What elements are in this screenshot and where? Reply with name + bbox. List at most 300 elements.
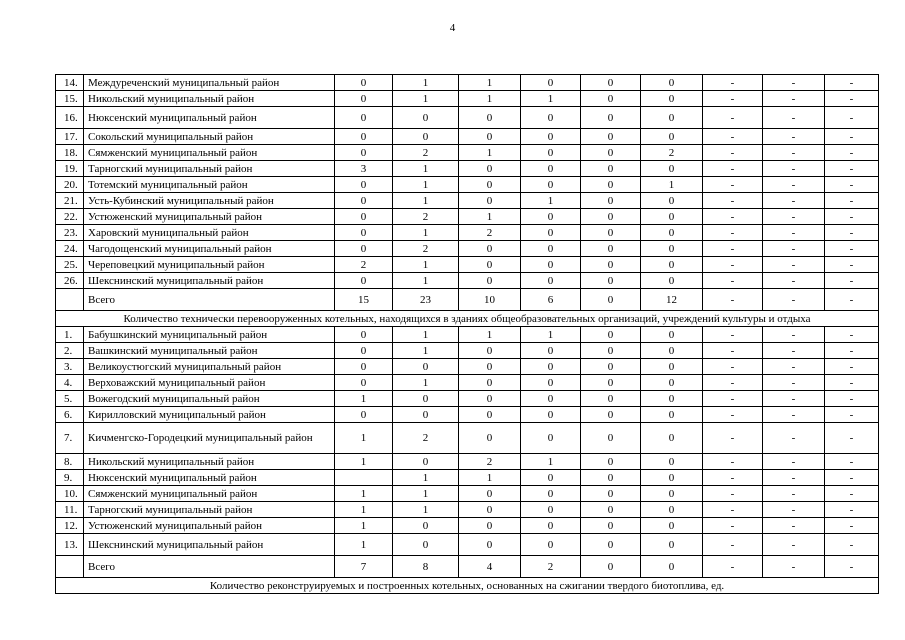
value-cell: 0: [335, 375, 393, 391]
district-name: Нюксенский муниципальный район: [84, 470, 335, 486]
boilers-table: [55, 74, 879, 594]
value-cell: 0: [581, 107, 641, 129]
value-cell: -: [825, 225, 879, 241]
value-cell: 1: [393, 225, 459, 241]
district-name: Вожегодский муниципальный район: [84, 391, 335, 407]
value-cell: 1: [335, 454, 393, 470]
value-cell: 0: [641, 327, 703, 343]
value-cell: 0: [581, 75, 641, 91]
value-cell: -: [703, 359, 763, 375]
value-cell: 0: [641, 423, 703, 454]
section3-title: Количество реконструируемых и построенных котельных, основанных на сжигании твердого биотоплива, ед.: [56, 578, 879, 594]
value-cell: -: [703, 75, 763, 91]
value-cell: -: [703, 502, 763, 518]
row-number: 8.: [56, 454, 84, 470]
value-cell: 0: [459, 407, 521, 423]
district-name: Тарногский муниципальный район: [84, 161, 335, 177]
value-cell: -: [825, 502, 879, 518]
table-row: [56, 75, 879, 91]
value-cell: -: [763, 91, 825, 107]
value-cell: -: [703, 145, 763, 161]
value-cell: 1: [393, 343, 459, 359]
value-cell: -: [825, 518, 879, 534]
value-cell: 0: [641, 470, 703, 486]
value-cell: 0: [459, 486, 521, 502]
row-number: 21.: [56, 193, 84, 209]
value-cell: -: [763, 241, 825, 257]
value-cell: 1: [335, 502, 393, 518]
value-cell: 1: [393, 193, 459, 209]
value-cell: 0: [459, 534, 521, 556]
value-cell: 1: [521, 454, 581, 470]
value-cell: -: [825, 193, 879, 209]
section-header-row: [56, 311, 879, 327]
district-name: Устюженский муниципальный район: [84, 518, 335, 534]
table-row: [56, 518, 879, 534]
value-cell: 1: [393, 177, 459, 193]
value-cell: 0: [641, 257, 703, 273]
value-cell: 0: [459, 343, 521, 359]
value-cell: -: [703, 273, 763, 289]
value-cell: 1: [459, 145, 521, 161]
value-cell: -: [825, 177, 879, 193]
value-cell: 0: [521, 107, 581, 129]
value-cell: 0: [641, 486, 703, 502]
value-cell: 0: [641, 193, 703, 209]
table-row: [56, 454, 879, 470]
value-cell: -: [825, 75, 879, 91]
value-cell: 1: [521, 193, 581, 209]
row-number: 6.: [56, 407, 84, 423]
value-cell: 1: [393, 486, 459, 502]
value-cell: -: [763, 391, 825, 407]
value-cell: 1: [393, 327, 459, 343]
value-cell: 0: [521, 391, 581, 407]
value-cell: 1: [393, 257, 459, 273]
value-cell: -: [703, 129, 763, 145]
district-name: Тарногский муниципальный район: [84, 502, 335, 518]
total-value-cell: -: [763, 556, 825, 578]
row-number: 24.: [56, 241, 84, 257]
value-cell: 0: [581, 423, 641, 454]
table-row: [56, 273, 879, 289]
value-cell: -: [703, 407, 763, 423]
value-cell: -: [703, 225, 763, 241]
row-number: 25.: [56, 257, 84, 273]
value-cell: -: [703, 470, 763, 486]
table-row: [56, 407, 879, 423]
row-number: 23.: [56, 225, 84, 241]
value-cell: -: [825, 161, 879, 177]
row-number: 26.: [56, 273, 84, 289]
value-cell: 0: [459, 502, 521, 518]
value-cell: 0: [581, 145, 641, 161]
value-cell: 0: [459, 423, 521, 454]
value-cell: 0: [521, 241, 581, 257]
total-value-cell: 23: [393, 289, 459, 311]
total-value-cell: 4: [459, 556, 521, 578]
value-cell: -: [703, 375, 763, 391]
table-row: [56, 391, 879, 407]
value-cell: 0: [459, 257, 521, 273]
total-value-cell: -: [703, 556, 763, 578]
value-cell: 0: [335, 407, 393, 423]
value-cell: 0: [641, 534, 703, 556]
value-cell: 0: [521, 257, 581, 273]
row-number: 9.: [56, 470, 84, 486]
district-name: Кирилловский муниципальный район: [84, 407, 335, 423]
table-row: [56, 359, 879, 375]
value-cell: -: [825, 343, 879, 359]
value-cell: -: [703, 454, 763, 470]
table-row: [56, 375, 879, 391]
value-cell: 0: [521, 129, 581, 145]
value-cell: 0: [393, 129, 459, 145]
value-cell: 0: [581, 257, 641, 273]
value-cell: 0: [459, 241, 521, 257]
row-number: 16.: [56, 107, 84, 129]
value-cell: -: [703, 534, 763, 556]
value-cell: -: [763, 129, 825, 145]
value-cell: 2: [641, 145, 703, 161]
empty-cell: [56, 556, 84, 578]
value-cell: 0: [581, 129, 641, 145]
value-cell: -: [825, 273, 879, 289]
district-name: Чагодощенский муниципальный район: [84, 241, 335, 257]
value-cell: 1: [393, 91, 459, 107]
value-cell: 0: [581, 359, 641, 375]
block1-rows: [56, 75, 879, 311]
value-cell: -: [703, 257, 763, 273]
value-cell: 0: [459, 375, 521, 391]
value-cell: 0: [459, 359, 521, 375]
value-cell: 0: [641, 225, 703, 241]
total-value-cell: 6: [521, 289, 581, 311]
total-row: [56, 289, 879, 311]
value-cell: 0: [521, 177, 581, 193]
value-cell: 0: [335, 177, 393, 193]
value-cell: -: [703, 91, 763, 107]
value-cell: 0: [459, 129, 521, 145]
value-cell: -: [763, 423, 825, 454]
value-cell: 0: [521, 343, 581, 359]
value-cell: 2: [393, 209, 459, 225]
district-name: Бабушкинский муниципальный район: [84, 327, 335, 343]
district-name: Сямженский муниципальный район: [84, 486, 335, 502]
value-cell: 0: [459, 161, 521, 177]
value-cell: 1: [393, 273, 459, 289]
value-cell: 0: [641, 391, 703, 407]
value-cell: 0: [641, 502, 703, 518]
value-cell: 1: [393, 161, 459, 177]
value-cell: 1: [393, 375, 459, 391]
row-number: 12.: [56, 518, 84, 534]
value-cell: 0: [581, 518, 641, 534]
value-cell: 1: [521, 91, 581, 107]
value-cell: -: [763, 225, 825, 241]
table-row: [56, 161, 879, 177]
value-cell: 1: [335, 534, 393, 556]
value-cell: 0: [335, 145, 393, 161]
district-name: Сямженский муниципальный район: [84, 145, 335, 161]
value-cell: 0: [581, 470, 641, 486]
table-row: [56, 145, 879, 161]
value-cell: -: [825, 391, 879, 407]
value-cell: -: [763, 161, 825, 177]
value-cell: -: [763, 486, 825, 502]
value-cell: -: [763, 193, 825, 209]
value-cell: 0: [521, 486, 581, 502]
row-number: 18.: [56, 145, 84, 161]
value-cell: -: [763, 327, 825, 343]
value-cell: 0: [521, 470, 581, 486]
total-value-cell: -: [825, 289, 879, 311]
value-cell: 0: [459, 193, 521, 209]
value-cell: -: [703, 343, 763, 359]
value-cell: 0: [521, 518, 581, 534]
value-cell: -: [763, 454, 825, 470]
value-cell: 1: [335, 423, 393, 454]
section-header-row: [56, 578, 879, 594]
value-cell: [335, 470, 393, 486]
district-name: Верховажский муниципальный район: [84, 375, 335, 391]
value-cell: -: [763, 534, 825, 556]
value-cell: -: [825, 107, 879, 129]
table-row: [56, 470, 879, 486]
district-name: Никольский муниципальный район: [84, 91, 335, 107]
value-cell: -: [703, 161, 763, 177]
district-name: Кичменгско-Городецкий муниципальный район: [84, 423, 335, 454]
row-number: 20.: [56, 177, 84, 193]
value-cell: 0: [393, 391, 459, 407]
value-cell: 0: [335, 91, 393, 107]
row-number: 13.: [56, 534, 84, 556]
value-cell: -: [763, 107, 825, 129]
value-cell: 0: [581, 91, 641, 107]
district-name: Междуреченский муниципальный район: [84, 75, 335, 91]
value-cell: 0: [459, 107, 521, 129]
value-cell: -: [825, 470, 879, 486]
value-cell: 0: [581, 502, 641, 518]
section2-title: Количество технически перевооруженных котельных, находящихся в зданиях общеобразовательных организаций, учреждений культуры и отдыха: [56, 311, 879, 327]
value-cell: 1: [521, 327, 581, 343]
row-number: 4.: [56, 375, 84, 391]
value-cell: -: [825, 454, 879, 470]
row-number: 15.: [56, 91, 84, 107]
value-cell: -: [763, 407, 825, 423]
value-cell: -: [825, 375, 879, 391]
value-cell: 2: [459, 225, 521, 241]
value-cell: -: [703, 177, 763, 193]
value-cell: 0: [641, 375, 703, 391]
value-cell: 0: [581, 327, 641, 343]
value-cell: 0: [641, 209, 703, 225]
value-cell: -: [763, 375, 825, 391]
value-cell: -: [703, 486, 763, 502]
value-cell: 0: [335, 193, 393, 209]
row-number: 1.: [56, 327, 84, 343]
value-cell: 0: [581, 407, 641, 423]
value-cell: 0: [393, 107, 459, 129]
value-cell: 0: [335, 273, 393, 289]
total-value-cell: 0: [641, 556, 703, 578]
value-cell: 0: [581, 534, 641, 556]
value-cell: 1: [459, 327, 521, 343]
value-cell: -: [703, 241, 763, 257]
row-number: 17.: [56, 129, 84, 145]
value-cell: 0: [641, 359, 703, 375]
value-cell: 0: [393, 359, 459, 375]
value-cell: -: [825, 145, 879, 161]
value-cell: 0: [641, 407, 703, 423]
value-cell: 0: [581, 391, 641, 407]
value-cell: 0: [521, 209, 581, 225]
value-cell: -: [703, 518, 763, 534]
value-cell: -: [763, 257, 825, 273]
row-number: 3.: [56, 359, 84, 375]
value-cell: 0: [335, 75, 393, 91]
value-cell: -: [825, 534, 879, 556]
row-number: 14.: [56, 75, 84, 91]
value-cell: -: [703, 107, 763, 129]
value-cell: 0: [641, 518, 703, 534]
table-row: [56, 129, 879, 145]
value-cell: -: [825, 91, 879, 107]
total-value-cell: 0: [581, 289, 641, 311]
value-cell: 0: [393, 454, 459, 470]
table-row: [56, 209, 879, 225]
value-cell: 0: [521, 359, 581, 375]
row-number: 19.: [56, 161, 84, 177]
value-cell: 1: [459, 470, 521, 486]
value-cell: 1: [335, 486, 393, 502]
value-cell: 1: [335, 518, 393, 534]
value-cell: -: [703, 193, 763, 209]
value-cell: 2: [393, 241, 459, 257]
row-number: 2.: [56, 343, 84, 359]
value-cell: 0: [581, 177, 641, 193]
table-row: [56, 177, 879, 193]
value-cell: 0: [581, 343, 641, 359]
value-cell: -: [825, 423, 879, 454]
district-name: Харовский муниципальный район: [84, 225, 335, 241]
value-cell: -: [825, 486, 879, 502]
value-cell: -: [703, 209, 763, 225]
value-cell: 0: [641, 75, 703, 91]
table-row: [56, 107, 879, 129]
total-label: Всего: [84, 289, 335, 311]
block2-rows: [56, 327, 879, 578]
district-name: Великоустюгский муниципальный район: [84, 359, 335, 375]
district-name: Никольский муниципальный район: [84, 454, 335, 470]
table-row: [56, 91, 879, 107]
value-cell: -: [763, 518, 825, 534]
total-value-cell: -: [825, 556, 879, 578]
value-cell: -: [825, 129, 879, 145]
value-cell: 0: [581, 454, 641, 470]
value-cell: 0: [335, 129, 393, 145]
value-cell: 0: [335, 225, 393, 241]
total-value-cell: 7: [335, 556, 393, 578]
total-value-cell: 10: [459, 289, 521, 311]
value-cell: 0: [459, 273, 521, 289]
row-number: 5.: [56, 391, 84, 407]
value-cell: -: [825, 209, 879, 225]
value-cell: 0: [581, 486, 641, 502]
value-cell: 1: [641, 177, 703, 193]
value-cell: 1: [393, 470, 459, 486]
value-cell: -: [763, 177, 825, 193]
value-cell: 2: [393, 145, 459, 161]
value-cell: -: [763, 470, 825, 486]
value-cell: -: [703, 391, 763, 407]
value-cell: 0: [581, 209, 641, 225]
district-name: Устюженский муниципальный район: [84, 209, 335, 225]
value-cell: 0: [335, 343, 393, 359]
value-cell: 1: [335, 391, 393, 407]
value-cell: 0: [459, 391, 521, 407]
value-cell: 0: [641, 161, 703, 177]
value-cell: -: [763, 359, 825, 375]
district-name: Череповецкий муниципальный район: [84, 257, 335, 273]
district-name: Шекснинский муниципальный район: [84, 534, 335, 556]
total-value-cell: 8: [393, 556, 459, 578]
value-cell: 2: [335, 257, 393, 273]
value-cell: 0: [521, 534, 581, 556]
value-cell: 0: [521, 375, 581, 391]
value-cell: 0: [393, 407, 459, 423]
table-row: [56, 486, 879, 502]
table-row: [56, 241, 879, 257]
value-cell: 0: [459, 177, 521, 193]
total-value-cell: 0: [581, 556, 641, 578]
table-row: [56, 502, 879, 518]
value-cell: -: [763, 75, 825, 91]
total-value-cell: 12: [641, 289, 703, 311]
value-cell: 0: [581, 225, 641, 241]
value-cell: 0: [641, 273, 703, 289]
value-cell: 1: [459, 75, 521, 91]
value-cell: 0: [335, 359, 393, 375]
table-row: [56, 534, 879, 556]
row-number: 22.: [56, 209, 84, 225]
district-name: Вашкинский муниципальный район: [84, 343, 335, 359]
value-cell: -: [703, 423, 763, 454]
value-cell: -: [763, 145, 825, 161]
page-number: 4: [449, 22, 456, 34]
table-row: [56, 225, 879, 241]
value-cell: 0: [581, 241, 641, 257]
value-cell: 0: [521, 407, 581, 423]
value-cell: 1: [459, 91, 521, 107]
value-cell: 0: [641, 129, 703, 145]
value-cell: 1: [459, 209, 521, 225]
value-cell: 0: [521, 273, 581, 289]
value-cell: 0: [335, 209, 393, 225]
value-cell: 1: [393, 75, 459, 91]
value-cell: 0: [521, 225, 581, 241]
value-cell: 2: [393, 423, 459, 454]
district-name: Сокольский муниципальный район: [84, 129, 335, 145]
value-cell: 0: [459, 518, 521, 534]
value-cell: 0: [335, 107, 393, 129]
total-value-cell: -: [703, 289, 763, 311]
district-name: Усть-Кубинский муниципальный район: [84, 193, 335, 209]
total-value-cell: 15: [335, 289, 393, 311]
total-value-cell: 2: [521, 556, 581, 578]
row-number: 10.: [56, 486, 84, 502]
value-cell: 0: [641, 107, 703, 129]
